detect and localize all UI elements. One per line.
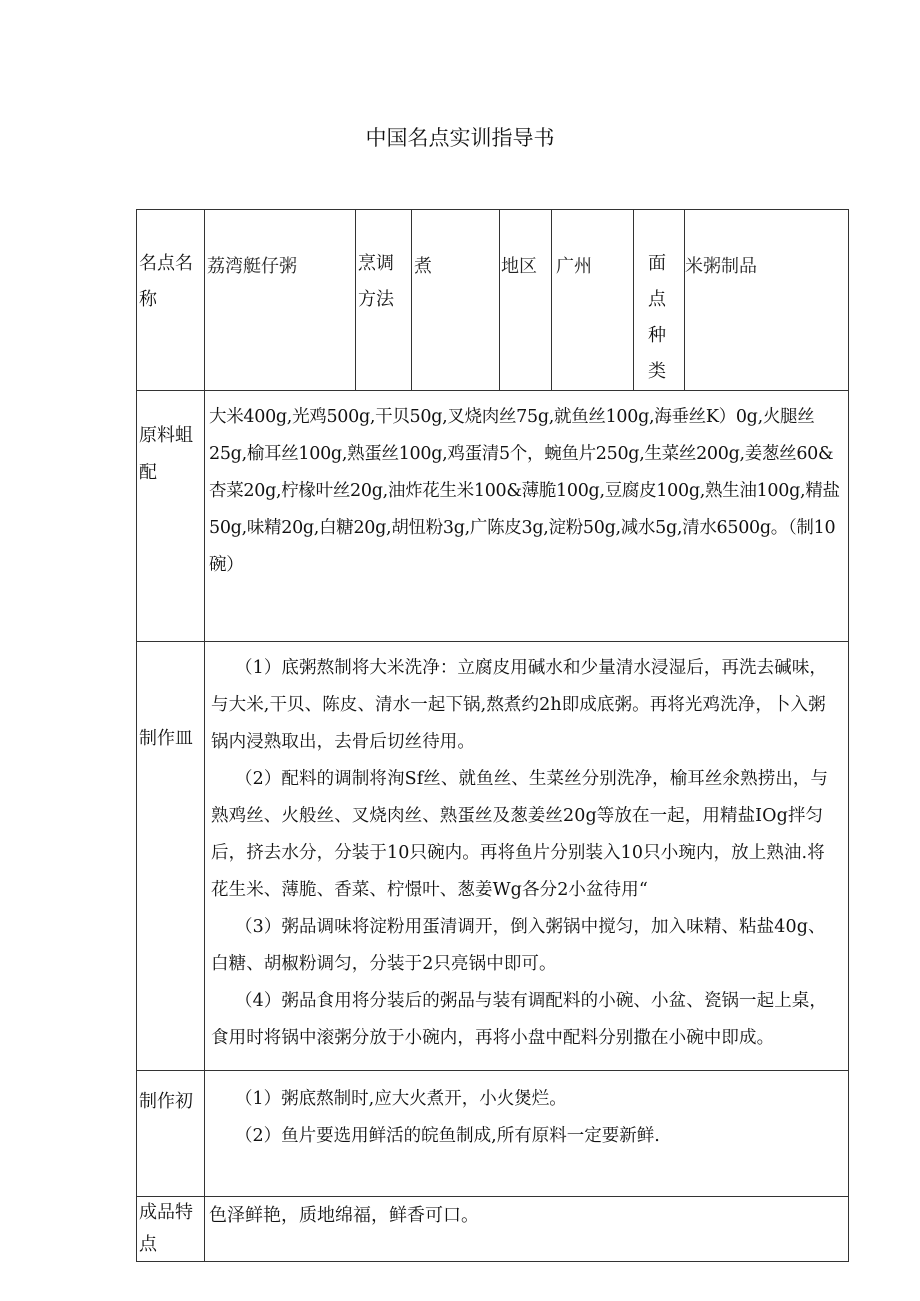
step-paragraph: （4）粥品食用将分装后的粥品与装有调配料的小碗、小盆、瓷锅一起上桌，食用时将锅中滚粥分放于小碗内，再将小盘中配料分别撒在小碗中即成。 (211, 991, 828, 1048)
method-value-cell (412, 210, 500, 391)
features-text: 色泽鲜艳，质地绵福，鲜香可口。 (209, 1205, 479, 1226)
ingredients-text: 大米400g,光鸡500g,干贝50g,叉烧肉丝75g,就鱼丝100g,海垂丝K）0g,火腿丝25g,榆耳丝100g,熟蛋丝100g,鸡蛋清5个，蜿鱼片250g,生菜丝200g,姜葱丝60&杏菜20g,柠椽叶丝20g,油炸花生米100&薄脆100g,豆腐皮100g,熟生油100g,精盐50g,味精20g,白糖20g,胡忸粉3g,广陈皮3g,淀粉50g,减水5g,清水6500g。（制10碗） (209, 407, 840, 575)
step-paragraph: （3）粥品调味将淀粉用蛋清调开，倒入粥锅中搅匀，加入味精、粘盐40g、白糖、胡椒粉调匀，分装于2只亮锅中即可。 (211, 917, 826, 974)
tip-paragraph: （2）鱼片要选用鲜活的皖鱼制成,所有原料一定要新鲜. (235, 1126, 660, 1146)
name-value-cell (205, 210, 356, 391)
features-value-cell (205, 1197, 849, 1262)
tips-label-cell (137, 1071, 205, 1197)
steps-label: 制作皿 (139, 728, 193, 749)
name-label: 名点名称 (139, 253, 193, 310)
category-value: 米粥制品 (685, 256, 757, 277)
tips-label: 制作初 (139, 1091, 193, 1112)
name-label-cell (137, 210, 205, 391)
step-paragraph: （2）配料的调制将洵Sf丝、就鱼丝、生菜丝分别洗净，榆耳丝氽熟捞出，与熟鸡丝、火般丝、叉烧肉丝、熟蛋丝及葱姜丝20g等放在一起，用精盐IOg拌匀后，挤去水分，分装于10只碗内。再将鱼片分别装入10只小琬内，放上熟油.将花生米、薄脆、香菜、柠憬叶、葱姜Wg各分2小盆待用“ (211, 769, 829, 900)
tips-row (137, 1071, 849, 1197)
method-value: 煮 (414, 256, 432, 277)
features-row (137, 1197, 849, 1262)
document-title: 中国名点实训指导书 (365, 126, 555, 150)
features-label: 成品特点 (139, 1202, 193, 1255)
steps-label-cell (137, 642, 205, 1071)
method-label: 烹调方法 (358, 253, 394, 310)
steps-row (137, 642, 849, 1071)
method-label-cell (356, 210, 412, 391)
category-label-cell (634, 210, 685, 391)
header-row (137, 210, 849, 391)
name-value: 荔湾艇仔粥 (207, 256, 297, 277)
region-label: 地区 (501, 256, 537, 277)
tip-paragraph: （1）粥底熬制时,应大火煮开，小火煲烂。 (235, 1089, 567, 1109)
category-value-cell (685, 210, 849, 391)
region-value-cell (552, 210, 634, 391)
ingredients-row (137, 391, 849, 642)
region-value: 广州 (556, 256, 592, 277)
steps-text (205, 642, 848, 1057)
ingredients-label-cell (137, 391, 205, 642)
tips-value-cell (205, 1071, 849, 1197)
category-label: 面点种类 (648, 253, 666, 382)
tips-text (205, 1071, 848, 1155)
recipe-table (136, 209, 849, 1262)
step-paragraph: （1）底粥熬制将大米洗净：立腐皮用碱水和少量清水浸湿后，再洗去碱味，与大米,干贝、陈皮、清水一起下锅,熬煮约2h即成底粥。再将光鸡洗净，卜入粥锅内浸熟取出，去骨后切丝待用。 (211, 658, 828, 752)
steps-value-cell (205, 642, 849, 1071)
region-label-cell (500, 210, 552, 391)
ingredients-label: 原料蛆配 (139, 425, 193, 483)
ingredients-value-cell (205, 391, 849, 642)
features-label-cell (137, 1197, 205, 1262)
